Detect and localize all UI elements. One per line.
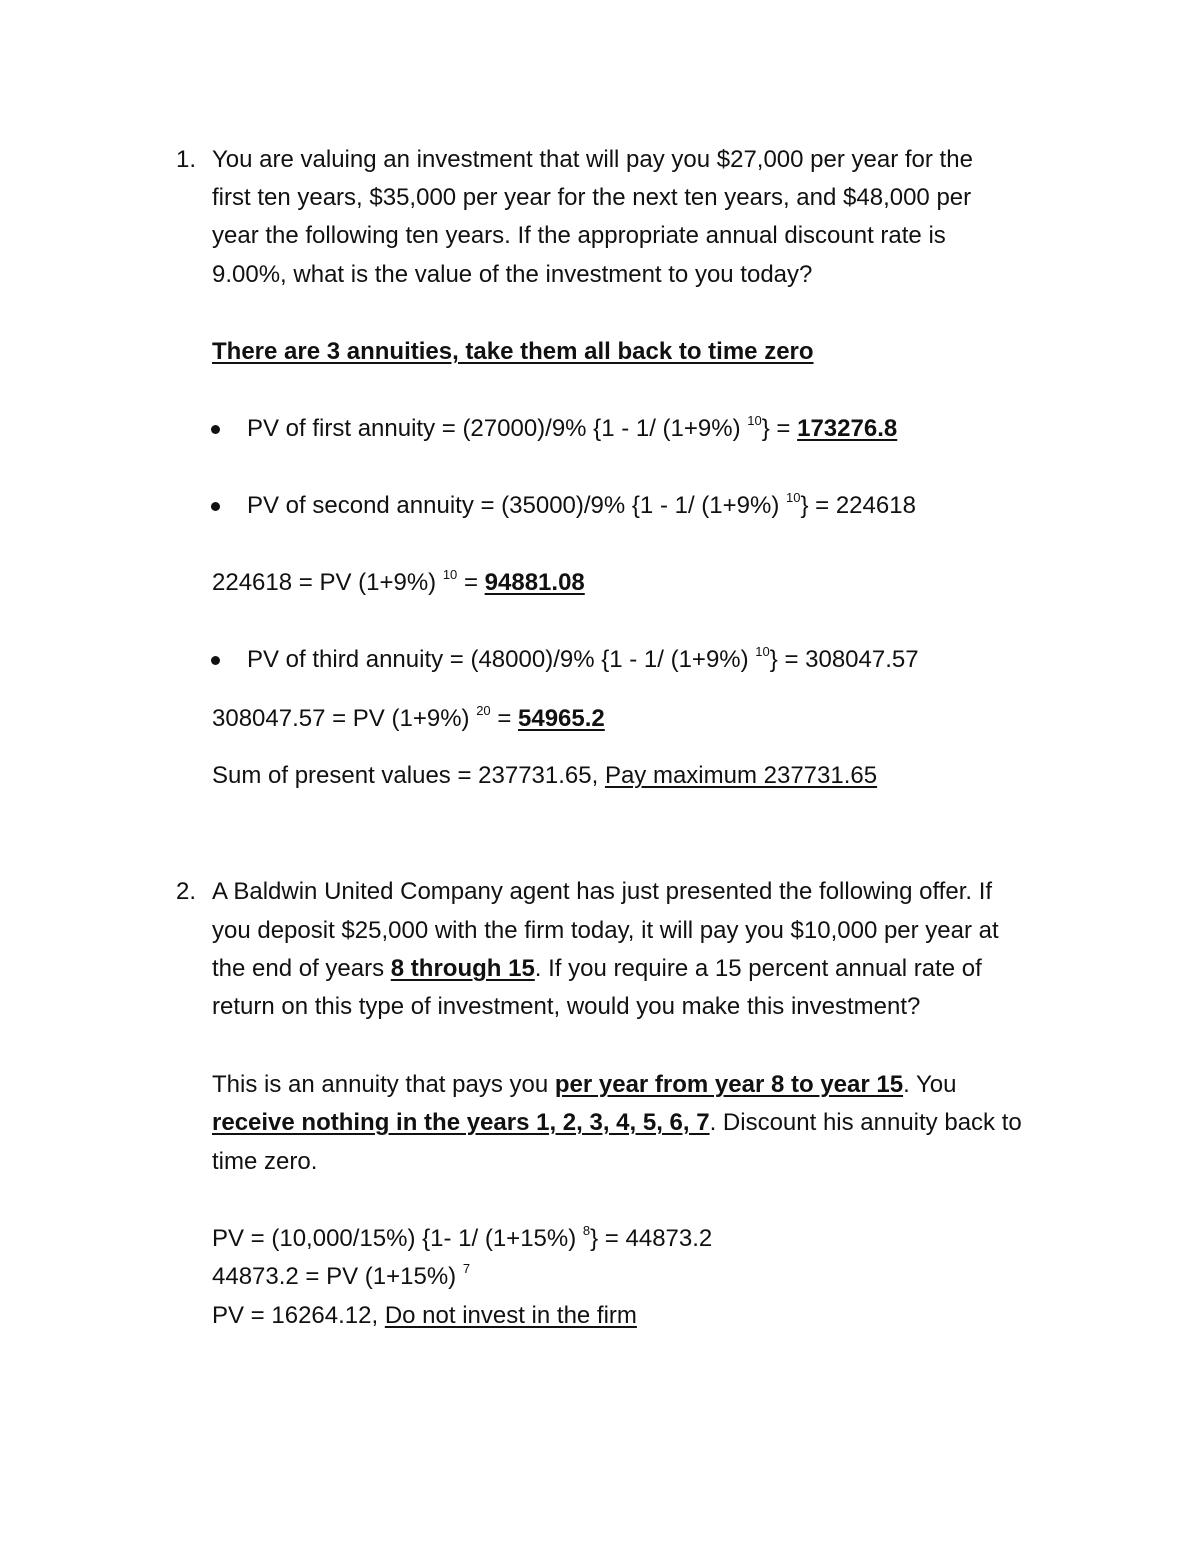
third-annuity-exponent: 10 [755,644,770,659]
question-2-line-3 [212,950,982,988]
question-1-line-3: year the following ten years. If the appropriate annual discount rate is [212,222,946,249]
question-2-line-1: A Baldwin United Company agent has just presented the following offer. If [212,878,993,905]
second-annuity-formula: PV of second annuity = (35000)/9% {1 - 1/ (1+9%) [247,492,786,519]
sum-line [212,757,877,795]
calc-1-exponent: 8 [582,1223,591,1238]
explanation-line-2-end: . Discount his annuity back to [709,1109,1022,1136]
third-discount-result: 54965.2 [518,705,605,732]
third-discount-formula: 308047.57 = PV (1+9%) [212,705,477,732]
calc-1-formula: PV = (10,000/15%) {1- 1/ (1+15%) [212,1225,583,1252]
first-annuity-line [247,410,897,448]
question-2-line-2: you deposit $25,000 with the firm today, it will pay you $10,000 per year at [212,917,999,944]
first-annuity-exponent: 10 [747,413,762,428]
question-1-line-1: You are valuing an investment that will pay you $27,000 per year for the [212,146,973,173]
second-discount-result: 94881.08 [484,569,585,596]
calc-line-3 [212,1297,637,1335]
first-annuity-formula: PV of first annuity = (27000)/9% {1 - 1/ (1+9%) [247,415,748,442]
second-annuity-exponent: 10 [786,490,801,505]
explanation-line-3: time zero. [212,1148,318,1175]
question-2-line-4: return on this type of investment, would you make this investment? [212,993,921,1020]
second-discount-formula: 224618 = PV (1+9%) [212,569,443,596]
second-annuity-line [247,487,916,525]
bullet-icon [211,502,220,511]
third-annuity-line [247,641,919,679]
question-2-years-highlight: 8 through 15 [390,955,535,982]
bullet-icon [211,425,220,434]
second-discount-exponent: 10 [442,567,458,582]
calc-2-formula: 44873.2 = PV (1+15%) [212,1263,463,1290]
first-annuity-equals: } = [761,415,798,442]
second-discount-equals: = [457,569,485,596]
explanation-line-1-end: . You [903,1071,957,1098]
third-discount-line [212,700,605,738]
calc-1-result: } = 44873.2 [590,1225,713,1252]
bullet-icon [211,656,220,665]
question-2-line-3-end: . If you require a 15 percent annual rate of [534,955,982,982]
explanation-highlight-1: per year from year 8 to year 15 [554,1071,904,1098]
calc-2-exponent: 7 [462,1261,471,1276]
explanation-line-1 [212,1066,956,1104]
third-discount-equals: = [490,705,519,732]
question-2-line-3-start: the end of years [212,955,391,982]
calc-line-2 [212,1258,470,1296]
explanation-line-1-start: This is an annuity that pays you [212,1071,555,1098]
question-1-number: 1. [176,146,197,173]
sum-text: Sum of present values = 237731.65, [212,762,605,789]
third-annuity-result: } = 308047.57 [769,646,919,673]
answer-1-heading: There are 3 annuities, take them all back to time zero [212,338,814,365]
first-annuity-result: 173276.8 [797,415,898,442]
third-annuity-formula: PV of third annuity = (48000)/9% {1 - 1/ (1+9%) [247,646,756,673]
third-discount-exponent: 20 [476,703,491,718]
explanation-highlight-2: receive nothing in the years 1, 2, 3, 4, 5, 6, 7 [212,1109,710,1136]
calc-3-text: PV = 16264.12, [212,1302,385,1329]
second-annuity-result: } = 224618 [800,492,916,519]
explanation-line-2 [212,1104,1022,1142]
second-discount-line [212,564,585,602]
sum-answer: Pay maximum 237731.65 [604,762,878,789]
question-2-number: 2. [176,878,197,905]
question-1-line-4: 9.00%, what is the value of the investment to you today? [212,261,813,288]
question-1-line-2: first ten years, $35,000 per year for the next ten years, and $48,000 per [212,184,972,211]
calc-line-1 [212,1220,712,1258]
calc-3-answer: Do not invest in the firm [384,1302,637,1329]
